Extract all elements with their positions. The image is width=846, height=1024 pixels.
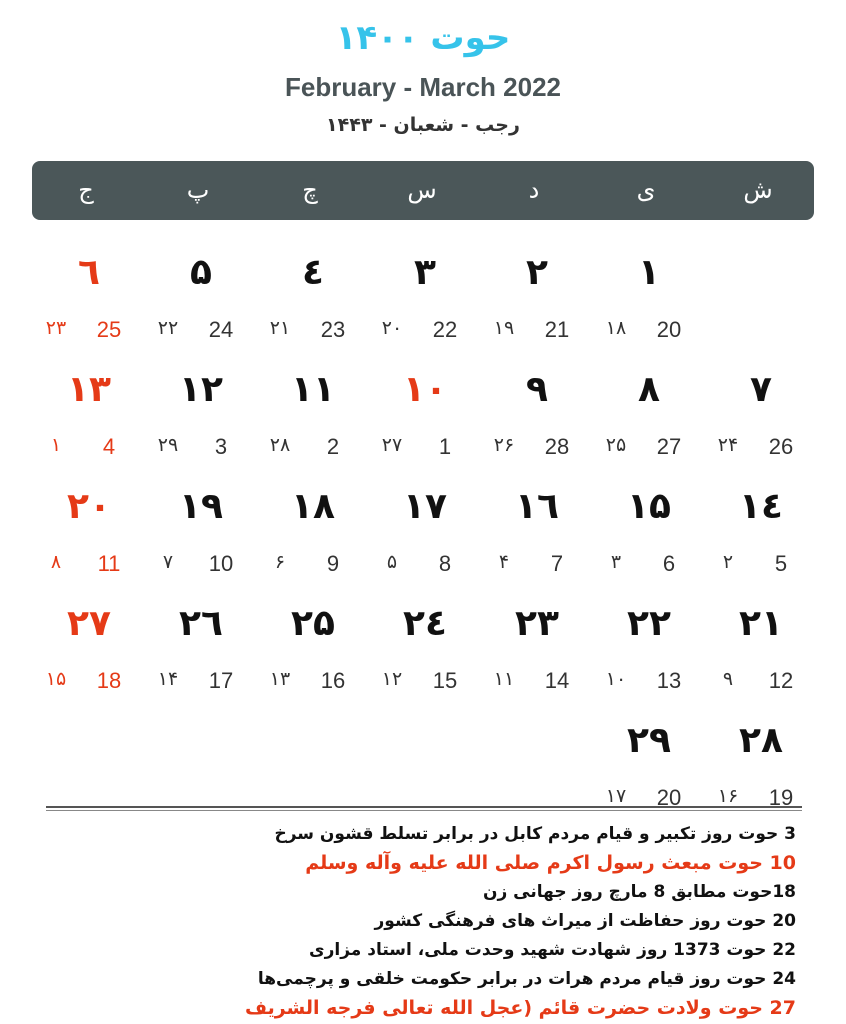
event-item: 10 حوت مبعث رسول اکرم صلی الله علیه وآله وسلم — [305, 852, 796, 874]
day-cell[interactable] — [370, 487, 480, 597]
day-cell[interactable] — [706, 604, 816, 714]
persian-day-number: ۱۷ — [403, 486, 447, 527]
gregorian-day-number: 21 — [544, 317, 570, 342]
hijri-day-number: ۱۶ — [717, 785, 739, 807]
gregorian-day-number: 13 — [656, 668, 682, 693]
day-cell[interactable] — [34, 487, 144, 597]
persian-day-number: ۲۰ — [67, 486, 111, 527]
persian-day-number: ۱۹ — [179, 486, 223, 527]
gregorian-day-number: 2 — [326, 434, 340, 459]
hijri-day-number: ۴ — [498, 551, 510, 573]
day-cell[interactable] — [482, 487, 592, 597]
gregorian-day-number: 22 — [432, 317, 458, 342]
gregorian-day-number: 26 — [768, 434, 794, 459]
hijri-day-number: ۲۴ — [717, 434, 739, 456]
event-item: 3 حوت روز تکبیر و قیام مردم کابل در برابر تسلط قشون سرخ — [274, 824, 796, 844]
persian-day-number: ۲۳ — [515, 603, 559, 644]
hijri-day-number: ۲ — [722, 551, 734, 573]
persian-day-number: ۱٦ — [515, 486, 559, 527]
gregorian-day-number: 3 — [214, 434, 228, 459]
day-cell[interactable] — [34, 370, 144, 480]
gregorian-day-number: 5 — [774, 551, 788, 576]
hijri-day-number: ۱۱ — [493, 668, 515, 690]
persian-day-number: ٤ — [302, 252, 324, 293]
hijri-day-number: ۳ — [610, 551, 622, 573]
hijri-day-number: ۲۷ — [381, 434, 403, 456]
gregorian-day-number: 19 — [768, 785, 794, 810]
persian-day-number: ۳ — [414, 252, 436, 293]
hijri-day-number: ۲۵ — [605, 434, 627, 456]
event-item: 18حوت مطابق 8 مارچ روز جهانی زن — [482, 882, 796, 902]
weekday-mon: د — [528, 176, 540, 204]
gregorian-months-label: February - March 2022 — [284, 72, 561, 102]
weekday-wed: چ — [302, 176, 318, 204]
day-cell[interactable] — [34, 604, 144, 714]
hijri-day-number: ۱۵ — [45, 668, 67, 690]
hijri-day-number: ۲۶ — [493, 434, 515, 456]
gregorian-day-number: 8 — [438, 551, 452, 576]
persian-day-number: ۲۱ — [739, 603, 783, 644]
hijri-months-label: رجب - شعبان - ۱۴۴۳ — [326, 114, 520, 136]
day-cell[interactable] — [706, 370, 816, 480]
weekday-fri: ج — [78, 176, 94, 204]
hijri-day-number: ۵ — [386, 551, 398, 573]
day-cell[interactable] — [258, 253, 368, 363]
day-cell[interactable] — [706, 487, 816, 597]
gregorian-day-number: 20 — [656, 317, 682, 342]
event-item: 22 حوت 1373 روز شهادت شهید وحدت ملی، استاد مزاری — [309, 940, 796, 960]
weekday-sat: ش — [743, 176, 773, 204]
day-cell[interactable] — [258, 370, 368, 480]
day-cell[interactable] — [146, 253, 256, 363]
hijri-day-number: ۱۳ — [269, 668, 291, 690]
hijri-day-number: ۹ — [722, 668, 734, 690]
day-cell[interactable] — [482, 604, 592, 714]
persian-day-number: ۱٤ — [739, 486, 783, 527]
hijri-day-number: ۷ — [162, 551, 174, 573]
gregorian-day-number: 11 — [97, 551, 121, 576]
gregorian-day-number: 7 — [550, 551, 564, 576]
hijri-day-number: ۱۹ — [493, 317, 515, 339]
persian-day-number: ۲۹ — [627, 720, 671, 761]
weekday-thu: پ — [186, 176, 210, 204]
day-cell[interactable] — [146, 487, 256, 597]
hijri-day-number: ۱۷ — [605, 785, 627, 807]
persian-day-number: ۲۲ — [627, 603, 671, 644]
hijri-day-number: ۲۹ — [157, 434, 179, 456]
day-cell[interactable] — [258, 487, 368, 597]
persian-day-number: ۷ — [750, 369, 772, 410]
day-cell[interactable] — [706, 721, 816, 831]
gregorian-day-number: 4 — [102, 434, 116, 459]
persian-day-number: ۲۷ — [67, 603, 111, 644]
gregorian-day-number: 23 — [320, 317, 346, 342]
persian-day-number: ۹ — [526, 369, 548, 410]
persian-day-number: ۲٤ — [403, 603, 447, 644]
hijri-day-number: ۱۰ — [605, 668, 627, 690]
gregorian-day-number: 27 — [656, 434, 682, 459]
event-item: 24 حوت روز قیام مردم هرات در برابر حکومت خلقی و پرچمی‌ها — [257, 969, 796, 989]
gregorian-day-number: 20 — [656, 785, 682, 810]
hijri-day-number: ۲۳ — [45, 317, 67, 339]
persian-day-number: ٦ — [78, 252, 100, 293]
hijri-day-number: ۱ — [50, 434, 62, 456]
persian-day-number: ۱۲ — [179, 369, 223, 410]
hijri-day-number: ۲۲ — [157, 317, 179, 339]
persian-day-number: ۲٦ — [179, 603, 223, 644]
persian-day-number: ۲۸ — [739, 720, 783, 761]
gregorian-day-number: 18 — [96, 668, 122, 693]
event-item: 20 حوت روز حفاظت از میراث های فرهنگی کشور — [374, 911, 796, 931]
gregorian-day-number: 1 — [438, 434, 452, 459]
gregorian-day-number: 28 — [544, 434, 570, 459]
day-cell[interactable] — [370, 370, 480, 480]
day-cell[interactable] — [258, 604, 368, 714]
hijri-day-number: ۲۰ — [381, 317, 403, 339]
hijri-day-number: ۶ — [274, 551, 286, 573]
gregorian-day-number: 10 — [208, 551, 234, 576]
gregorian-day-number: 16 — [320, 668, 346, 693]
event-item: 27 حوت ولادت حضرت قائم (عجل الله تعالی فرجه الشریف — [244, 997, 796, 1019]
day-cell[interactable] — [146, 370, 256, 480]
month-title: حوت ۱۴۰۰ — [335, 18, 511, 58]
gregorian-day-number: 9 — [326, 551, 340, 576]
weekday-tue: س — [407, 176, 437, 204]
hijri-day-number: ۱۴ — [157, 668, 179, 690]
gregorian-day-number: 12 — [768, 668, 794, 693]
persian-day-number: ۲ — [526, 252, 548, 293]
day-cell[interactable] — [370, 253, 480, 363]
persian-day-number: ۱۰ — [403, 369, 447, 410]
day-cell[interactable] — [594, 253, 704, 363]
weekday-header-bar — [32, 161, 814, 220]
persian-day-number: ۵ — [190, 252, 212, 293]
day-cell[interactable] — [146, 604, 256, 714]
persian-day-number: ۱۳ — [67, 369, 111, 410]
gregorian-day-number: 14 — [544, 668, 570, 693]
hijri-day-number: ۱۸ — [605, 317, 627, 339]
events-list — [36, 820, 796, 1023]
day-cell[interactable] — [594, 487, 704, 597]
hijri-day-number: ۸ — [50, 551, 62, 573]
gregorian-day-number: 6 — [662, 551, 676, 576]
hijri-day-number: ۲۱ — [269, 317, 291, 339]
day-cell[interactable] — [482, 370, 592, 480]
gregorian-day-number: 25 — [96, 317, 122, 342]
day-cell[interactable] — [594, 370, 704, 480]
gregorian-day-number: 24 — [208, 317, 234, 342]
persian-day-number: ۱۵ — [627, 486, 671, 527]
gregorian-day-number: 15 — [432, 668, 458, 693]
persian-day-number: ۱۸ — [291, 486, 335, 527]
day-cell[interactable] — [482, 253, 592, 363]
persian-day-number: ۱ — [638, 252, 660, 293]
persian-day-number: ۸ — [638, 369, 660, 410]
divider — [46, 806, 802, 811]
hijri-day-number: ۱۲ — [381, 668, 403, 690]
persian-day-number: ۲۵ — [291, 603, 335, 644]
day-cell[interactable] — [370, 604, 480, 714]
day-cell[interactable] — [594, 721, 704, 831]
gregorian-day-number: 17 — [208, 668, 234, 693]
weekday-sun: ی — [636, 176, 656, 204]
day-cell[interactable] — [594, 604, 704, 714]
persian-day-number: ۱۱ — [291, 369, 335, 410]
day-cell[interactable] — [34, 253, 144, 363]
hijri-day-number: ۲۸ — [269, 434, 291, 456]
